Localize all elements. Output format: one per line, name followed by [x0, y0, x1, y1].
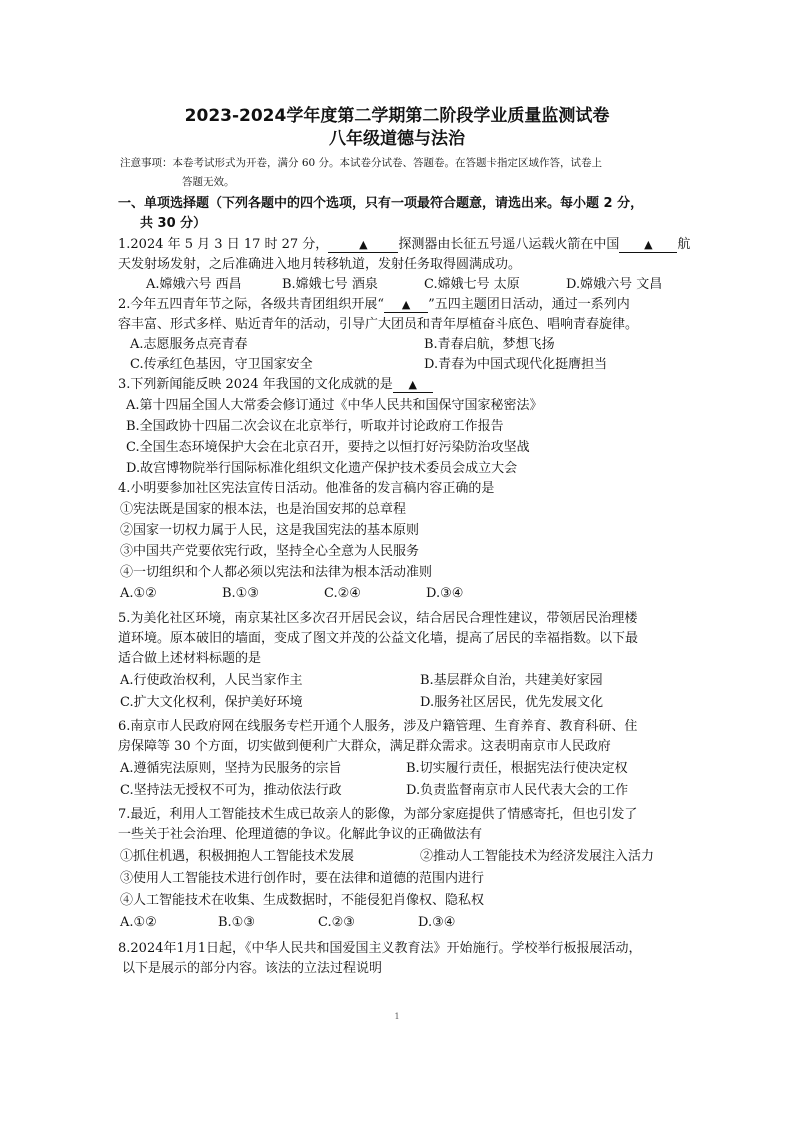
exam-subtitle: 八年级道德与法治 [329, 129, 465, 149]
q3-option-b: B.全国政协十四届二次会议在北京举行，听取并讨论政府工作报告 [126, 419, 504, 434]
blank-triangle-icon: ▲ [408, 378, 417, 391]
q2-option-d: D.青春为中国式现代化挺膺担当 [424, 357, 608, 372]
q7-stem-line-2: 一些关于社会治理、伦理道德的争议。化解此争议的正确做法有 [118, 827, 483, 842]
q4-item-3: ③中国共产党要依宪行政，坚持全心全意为人民服务 [120, 544, 420, 559]
q2-stem-line-2: 容丰富、形式多样、贴近青年的活动，引导广大团员和青年厚植奋斗底色、唱响青春旋律。 [118, 317, 639, 332]
q4-item-1: ①宪法既是国家的根本法，也是治国安邦的总章程 [120, 502, 407, 517]
q3-option-c: C.全国生态环境保护大会在北京召开，要持之以恒打好污染防治攻坚战 [126, 440, 530, 455]
q7-option-b: B.①③ [218, 915, 255, 930]
q2-option-c: C.传承红色基因，守卫国家安全 [130, 357, 313, 372]
q1-stem-part-2: 探测器由长征五号遥八运载火箭在中国 [398, 237, 620, 252]
q7-item-4: ④人工智能技术在收集、生成数据时，不能侵犯肖像权、隐私权 [120, 893, 485, 908]
q3-stem [118, 376, 433, 394]
q1-stem-part-3: 航 [677, 237, 691, 252]
q2-stem-line-1 [118, 296, 630, 314]
q5-stem-line-1: 5.为美化社区环境，南京某社区多次召开居民会议，结合居民合理性建议，带领居民治理楼 [118, 611, 638, 626]
q6-stem-line-1: 6.南京市人民政府网在线服务专栏开通个人服务，涉及户籍管理、生育养育、教育科研、住 [118, 719, 638, 734]
q5-stem-line-2: 道环境。原本破旧的墙面，变成了图文并茂的公益文化墙，提高了居民的幸福指数。以下最 [118, 631, 639, 646]
q1-stem-part-1: 1.2024 年 5 月 3 日 17 时 27 分， [118, 237, 329, 252]
section-heading-line-1: 一、单项选择题（下列各题中的四个选项，只有一项最符合题意，请选出来。每小题 2 分， [118, 196, 644, 211]
q3-stem-text: 3.下列新闻能反映 2024 年我国的文化成就的是 [118, 377, 393, 392]
q6-option-a: A.遵循宪法原则，坚持为民服务的宗旨 [120, 761, 342, 776]
q2-blank [384, 297, 428, 313]
q1-option-c: C.嫦娥七号 太原 [424, 277, 520, 292]
q4-stem: 4.小明要参加社区宪法宣传日活动。他准备的发言稿内容正确的是 [118, 481, 495, 496]
page-number: 1 [394, 1012, 400, 1021]
q4-option-b: B.①③ [222, 586, 259, 601]
q1-stem-line-1 [118, 236, 690, 254]
q8-stem-line-2: 以下是展示的部分内容。该法的立法过程说明 [122, 961, 383, 976]
notes-line-2: 答题无效。 [182, 176, 235, 188]
q6-option-b: B.切实履行责任，根据宪法行使决定权 [406, 761, 628, 776]
q7-item-2: ②推动人工智能技术为经济发展注入活力 [420, 849, 655, 864]
q2-option-a: A.志愿服务点亮青春 [130, 337, 248, 352]
q1-option-a: A.嫦娥六号 西昌 [146, 277, 242, 292]
q1-blank-1 [328, 237, 398, 253]
notes-line-1: 注意事项：本卷考试形式为开卷，满分 60 分。本试卷分试卷、答题卷。在答题卡指定区域作答，试卷上 [120, 157, 603, 169]
q4-option-c: C.②④ [324, 586, 361, 601]
q2-stem-part-1: 2.今年五四青年节之际，各级共青团组织开展“ [118, 297, 385, 312]
q7-item-3: ③使用人工智能技术进行创作时，要在法律和道德的范围内进行 [120, 871, 485, 886]
q7-option-a: A.①② [120, 915, 157, 930]
q1-blank-2 [619, 237, 677, 253]
q5-option-c: C.扩大文化权利，保护美好环境 [120, 695, 303, 710]
q4-option-d: D.③④ [426, 586, 464, 601]
q4-item-2: ②国家一切权力属于人民，这是我国宪法的基本原则 [120, 523, 420, 538]
q6-option-c: C.坚持法无授权不可为，推动依法行政 [120, 783, 342, 798]
q4-item-4: ④一切组织和个人都必须以宪法和法律为根本活动准则 [120, 565, 433, 580]
q3-option-d: D.故宫博物院举行国际标准化组织文化遗产保护技术委员会成立大会 [126, 461, 518, 476]
q1-option-d: D.嫦娥六号 文昌 [566, 277, 663, 292]
q6-option-d: D.负责监督南京市人民代表大会的工作 [406, 783, 629, 798]
q7-option-c: C.②③ [318, 915, 355, 930]
q4-option-a: A.①② [120, 586, 157, 601]
q1-stem-line-2: 天发射场发射，之后准确进入地月转移轨道，发射任务取得圆满成功。 [118, 257, 522, 272]
q2-stem-part-2: ”五四主题团日活动，通过一系列内 [428, 297, 630, 312]
section-heading-line-2: 共 30 分） [140, 216, 207, 231]
q3-option-a: A.第十四届全国人大常委会修订通过《中华人民共和国保守国家秘密法》 [126, 398, 543, 413]
exam-title: 2023-2024学年度第二学期第二阶段学业质量监测试卷 [184, 106, 610, 126]
q3-blank [393, 377, 433, 393]
q7-item-1: ①抓住机遇，积极拥抱人工智能技术发展 [120, 849, 355, 864]
q7-option-d: D.③④ [418, 915, 456, 930]
q5-option-d: D.服务社区居民，优先发展文化 [420, 695, 604, 710]
q5-stem-line-3: 适合做上述材料标题的是 [118, 651, 262, 666]
q2-option-b: B.青春启航，梦想飞扬 [424, 337, 555, 352]
q8-stem-line-1: 8.2024年1月1日起，《中华人民共和国爱国主义教育法》开始施行。学校举行板报展活动， [118, 941, 642, 956]
q5-option-a: A.行使政治权利，人民当家作主 [120, 673, 303, 688]
blank-triangle-icon: ▲ [644, 238, 653, 251]
q6-stem-line-2: 房保障等 30 个方面，切实做到便利广大群众，满足群众需求。这表明南京市人民政府 [118, 739, 611, 754]
q5-option-b: B.基层群众自治，共建美好家园 [420, 673, 603, 688]
q7-stem-line-1: 7.最近，利用人工智能技术生成已故亲人的影像，为部分家庭提供了情感寄托，但也引发了 [118, 807, 638, 822]
q1-option-b: B.嫦娥七号 酒泉 [282, 277, 378, 292]
blank-triangle-icon: ▲ [359, 238, 368, 251]
blank-triangle-icon: ▲ [401, 298, 411, 311]
